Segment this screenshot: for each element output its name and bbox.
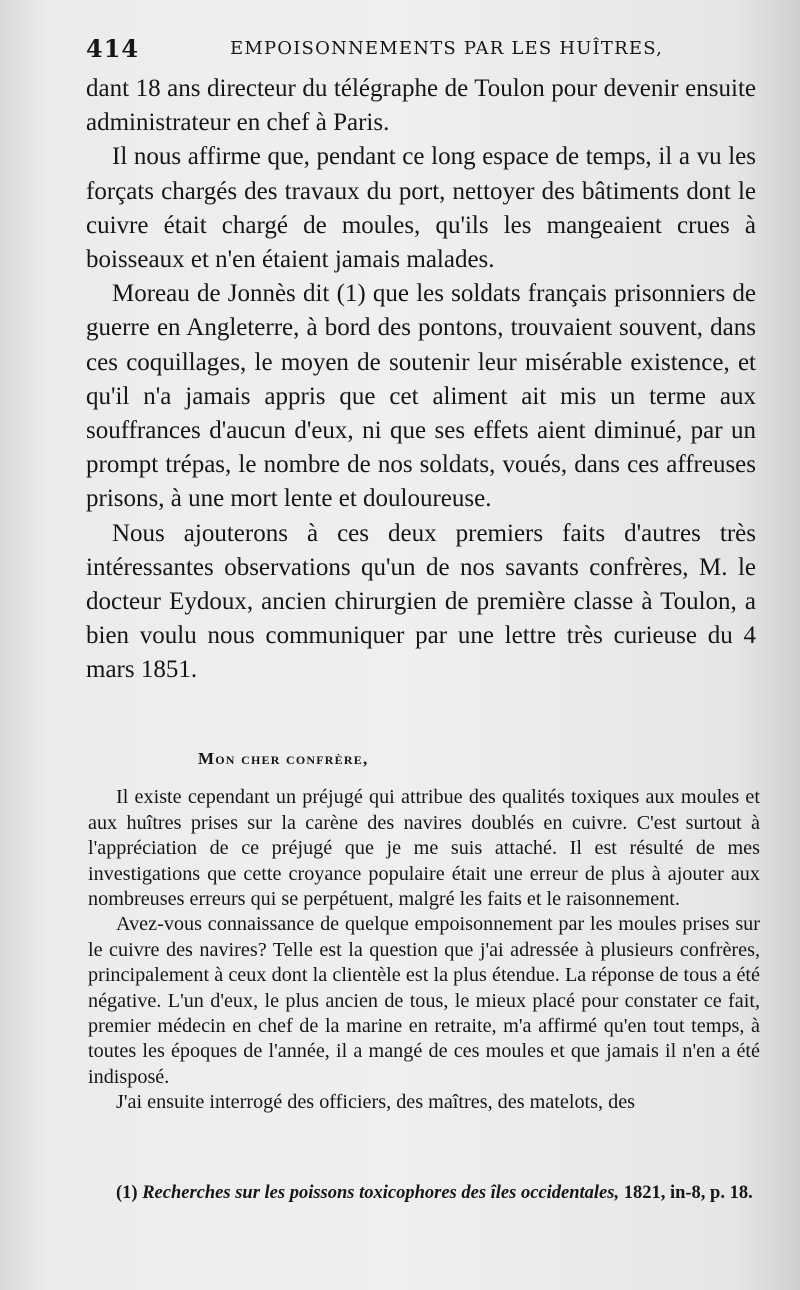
paragraph: Il nous affirme que, pendant ce long espace de temps, il a vu les forçats chargés des travaux du port, nettoyer des bâtiments dont le cuivre était chargé de moules, qu'ils les mangeaient crues à boisseaux et n'en étaient jamais malades.	[86, 143, 756, 274]
paragraph: Moreau de Jonnès dit (1) que les soldats français prisonniers de guerre en Angleterre, à bord des pontons, trouvaient souvent, dans ces coquillages, le moyen de soutenir leur misérable existence, et qu'il n'a jamais appris que cet aliment ait mis un terme aux souffrances d'aucun d'eux, ni que ses effets aient diminué, par un prompt trépas, le nombre de nos soldats, voués, dans ces affreuses prisons, à une mort lente et douloureuse.	[86, 280, 756, 513]
paragraph: Nous ajouterons à ces deux premiers faits d'autres très intéressantes observations qu'un de nos savants confrères, M. le docteur Eydoux, ancien chirurgien de première classe à Toulon, a bien voulu nous communiquer par une lettre très curieuse du 4 mars 1851.	[86, 519, 756, 684]
running-head	[86, 34, 756, 64]
main-text	[86, 72, 756, 688]
footnote	[88, 1180, 768, 1207]
letter-paragraph: Il existe cependant un préjugé qui attribue des qualités toxiques aux moules et aux huîtres prises sur la carène des navires doublés en cuivre. C'est surtout à l'appréciation de ce préjugé que je me suis attaché. Il est résulté de mes investigations que cette croyance populaire était une erreur de plus à ajouter aux nombreuses erreurs qui se perpétuent, malgré les faits et le raisonnement.	[88, 786, 760, 911]
footnote-reference: 1821, in-8, p. 18.	[623, 1183, 753, 1203]
quoted-letter	[88, 746, 760, 1116]
footnote-title: Recherches sur les poissons toxicophores des îles occidentales,	[142, 1183, 620, 1203]
page-number: 414	[86, 34, 140, 63]
footnote-mark: (1)	[116, 1183, 138, 1203]
paragraph: dant 18 ans directeur du télégraphe de Toulon pour devenir ensuite administrateur en chef à Paris.	[86, 75, 756, 137]
letter-paragraph: J'ai ensuite interrogé des officiers, des maîtres, des matelots, des	[116, 1091, 636, 1114]
letter-paragraph: Avez-vous connaissance de quelque empoisonnement par les moules prises sur le cuivre des navires? Telle est la question que j'ai adressée à plusieurs confrères, principalement à ceux dont la clientèle est la plus étendue. La réponse de tous a été négative. L'un d'eux, le plus ancien de tous, le mieux placé pour constater ce fait, premier médecin en chef de la marine en retraite, m'a affirmé qu'en tout temps, à toutes les époques de l'année, il a mangé de ces moules et que jamais il n'en a été indisposé.	[88, 913, 760, 1088]
running-head-title: EMPOISONNEMENTS PAR LES HUÎTRES,	[230, 38, 664, 59]
letter-salutation: Mon cher confrère,	[198, 749, 369, 768]
